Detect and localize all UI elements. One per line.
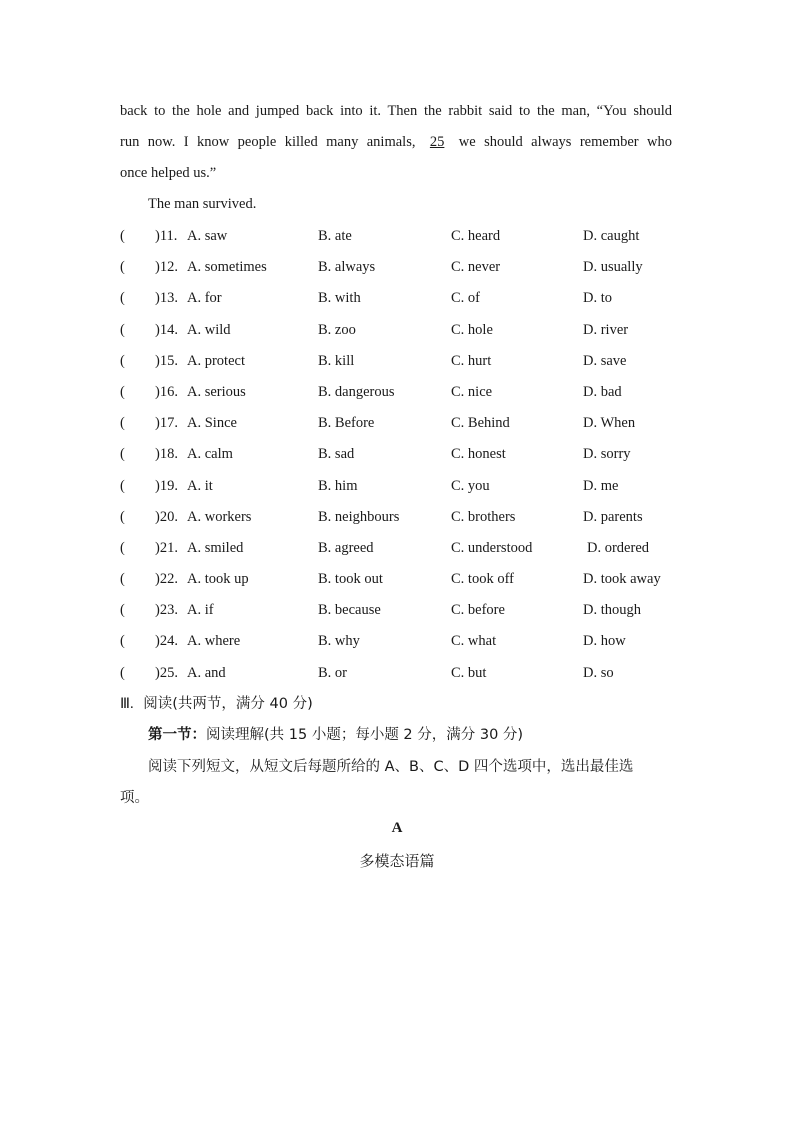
option-a: A. for [187,290,222,307]
question-number: )21. [155,539,178,556]
option-a: A. smiled [187,539,244,556]
question-row [120,626,680,657]
option-b: B. neighbours [318,508,400,525]
question-row [120,346,680,377]
question-number: )15. [155,352,178,369]
passage-line-2 [120,127,672,158]
option-d: D. bad [583,383,622,400]
question-number: )14. [155,321,178,338]
question-row [120,658,680,689]
option-b: B. why [318,633,360,650]
instruction-line-2: 项。 [120,790,149,806]
option-c: C. nice [451,383,493,400]
cloze-passage [120,96,672,220]
section-three-heading [120,689,680,720]
option-c: C. never [451,259,501,276]
question-list [120,221,680,689]
option-d: D. When [583,415,636,432]
question-row [120,564,680,595]
answer-paren-open: ( [120,228,125,244]
option-c: C. before [451,602,505,619]
option-d: D. me [583,477,619,494]
answer-paren-open: ( [120,352,125,369]
option-a: A. Since [187,415,237,432]
option-d: D. ordered [587,539,650,556]
option-b: B. sad [318,446,355,463]
option-a: A. workers [187,508,252,525]
question-row [120,502,680,533]
passage-type-title: 多模态语篇 [359,852,435,870]
option-c: C. honest [451,446,506,463]
section-numeral: Ⅲ. [120,696,134,712]
option-c: C. you [451,477,490,494]
option-c: C. what [451,633,497,650]
question-row [120,283,680,314]
option-d: D. so [583,664,614,681]
question-number: )17. [155,415,178,432]
option-b: B. kill [318,352,355,369]
option-b: B. agreed [318,539,374,556]
option-b: B. or [318,664,347,681]
option-c: C. Behind [451,415,510,432]
option-c: C. hole [451,321,493,338]
part-one-label: 第一节： [148,727,206,743]
question-number: )18. [155,446,178,463]
passage-line-4: The man survived. [148,196,257,212]
option-d: D. how [583,633,626,650]
option-d: D. though [583,602,641,619]
question-row [120,471,680,502]
option-b: B. ate [318,228,352,244]
option-b: B. Before [318,415,375,432]
question-number: )23. [155,602,178,619]
passage-line-3: once helped us.” [120,165,217,181]
option-a: A. saw [187,228,228,244]
answer-paren-open: ( [120,477,125,494]
option-a: A. calm [187,446,233,463]
question-row [120,595,680,626]
question-number: )11. [155,228,178,244]
section-title: 阅读(共两节，满分 40 分) [143,696,313,712]
option-d: D. caught [583,228,640,244]
passage-line-1: back to the hole and jumped back into it. Then the rabbit said to the man, “You should [120,103,672,119]
answer-paren-open: ( [120,602,125,619]
option-a: A. serious [187,383,246,400]
part-one-heading [120,720,680,751]
option-a: A. took up [187,571,249,588]
option-d: D. usually [583,259,643,276]
question-number: )19. [155,477,178,494]
option-d: D. save [583,352,627,369]
answer-paren-open: ( [120,290,125,307]
option-b: B. zoo [318,321,356,338]
question-number: )12. [155,259,178,276]
option-b: B. him [318,477,358,494]
option-d: D. took away [583,571,661,588]
option-c: C. understood [451,539,533,556]
option-a: A. protect [187,352,245,369]
answer-paren-open: ( [120,664,125,681]
question-number: )20. [155,508,178,525]
option-c: C. took off [451,571,514,588]
option-c: C. of [451,290,480,307]
option-d: D. river [583,321,629,338]
part-one-description: 阅读理解(共 15 小题；每小题 2 分，满分 30 分) [206,727,524,743]
option-a: A. sometimes [187,259,267,276]
question-row [120,377,680,408]
answer-paren-open: ( [120,259,125,276]
question-row [120,439,680,470]
question-row [120,533,680,564]
question-row [120,315,680,346]
option-d: D. to [583,290,612,307]
instruction-line-1: 阅读下列短文，从短文后每题所给的 A、B、C、D 四个选项中，选出最佳选 [148,759,634,775]
question-number: )22. [155,571,178,588]
option-a: A. it [187,477,213,494]
answer-paren-open: ( [120,415,125,432]
blank-25: 25 [429,134,445,150]
option-b: B. because [318,602,381,619]
answer-paren-open: ( [120,539,125,556]
option-c: C. but [451,664,487,681]
question-number: )25. [155,664,178,681]
answer-paren-open: ( [120,508,125,525]
passage-line-2-start: run now. I know people killed many animals, [120,134,416,150]
option-a: A. where [187,633,241,650]
option-c: C. hurt [451,352,492,369]
option-b: B. took out [318,571,383,588]
passage-line-2-end: we should always remember who [458,134,672,150]
passage-label: A [391,820,403,836]
option-c: C. brothers [451,508,516,525]
answer-paren-open: ( [120,383,125,400]
answer-paren-open: ( [120,633,125,650]
instructions [120,752,676,814]
answer-paren-open: ( [120,321,125,338]
option-c: C. heard [451,228,501,244]
question-number: )16. [155,383,178,400]
question-row [120,408,680,439]
option-a: A. if [187,602,214,619]
option-d: D. parents [583,508,643,525]
answer-paren-open: ( [120,571,125,588]
option-a: A. wild [187,321,231,338]
option-b: B. always [318,259,376,276]
option-b: B. dangerous [318,383,395,400]
option-a: A. and [187,664,226,681]
question-number: )13. [155,290,178,307]
question-row [120,221,680,252]
question-number: )24. [155,633,178,650]
option-b: B. with [318,290,361,307]
question-row [120,252,680,283]
answer-paren-open: ( [120,446,125,463]
option-d: D. sorry [583,446,631,463]
